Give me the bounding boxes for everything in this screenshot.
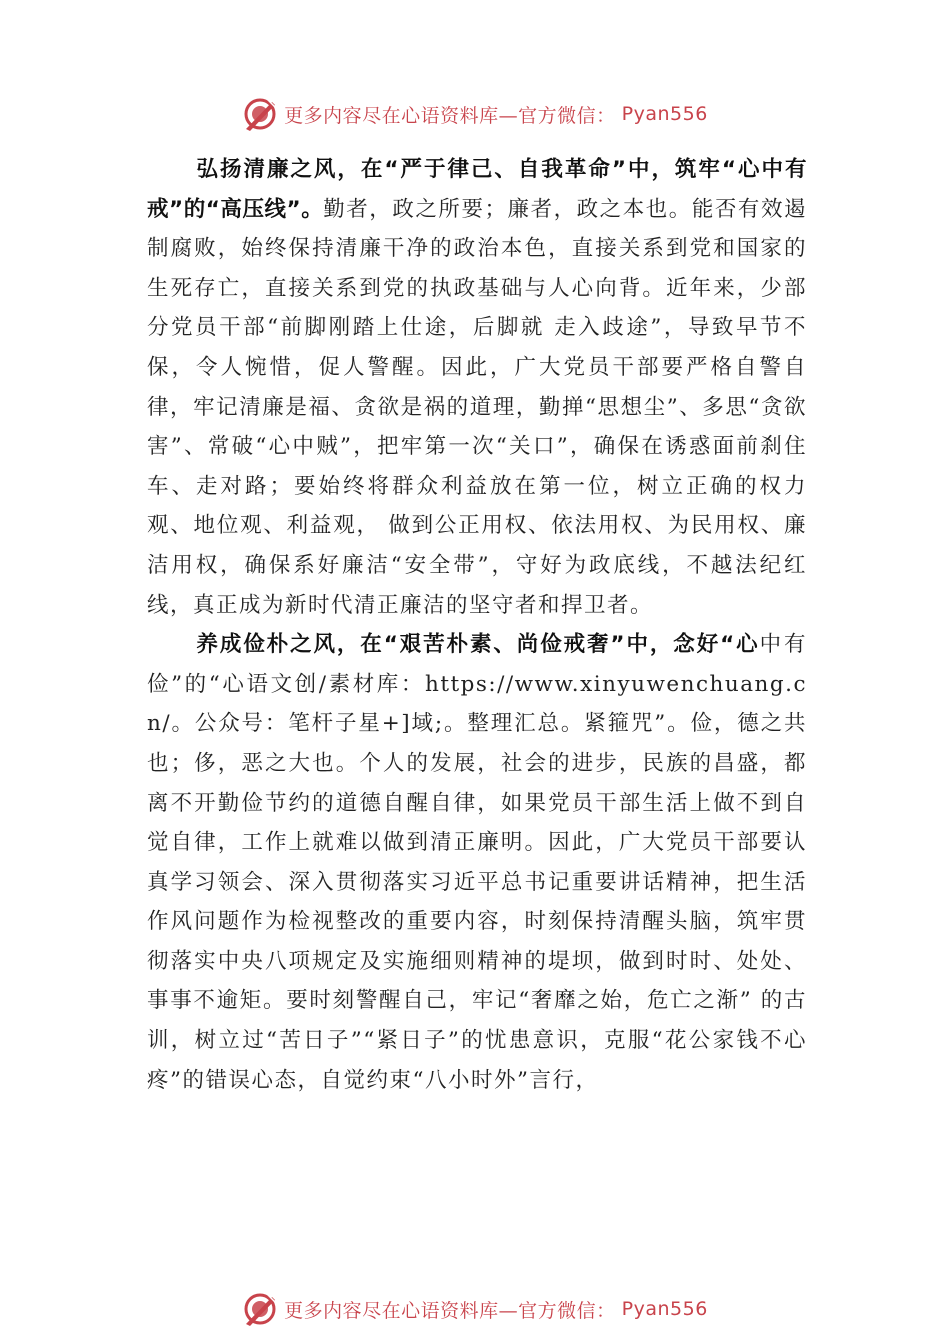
header-banner-inner xyxy=(242,96,708,132)
paragraph-body: 中有俭”的“心语文创/素材库：https://www.xinyuwenchuang.cn/。公众号：笔杆子星+]域;。整理汇总。紧箍咒”。俭，德之共也；侈，恶之大也。个人的发展，社会的进步，民族的昌盛，都离不开勤俭节约的道德自醒自律，如果党员干部生活上做不到自觉自律，工作上就难以做到清正廉明。因此，广大党员干部要认真学习领会、深入贯彻落实习近平总书记重要讲话精神，把生活作风问题作为检视整改的重要内容，时刻保持清醒头脑，筑牢贯彻落实中央八项规定及实施细则精神的堤坝，做到时时、处处、事事不逾矩。要时刻警醒自己，牢记“奢靡之始，危亡之渐” 的古训，树立过“苦日子”“紧日子”的忧患意识，克服“花公家钱不心疼”的错误心态，自觉约束“八小时外”言行， xyxy=(147,632,807,1093)
footer-banner-text: 更多内容尽在心语资料库—官方微信： xyxy=(284,1299,616,1322)
paragraph-lead: 养成俭朴之风，在“艰苦朴素、尚俭戒奢”中，念好“心 xyxy=(195,632,760,658)
footer-wechat-id: Pyan556 xyxy=(621,1298,708,1320)
paragraph-integrity xyxy=(147,150,807,625)
header-banner-text: 更多内容尽在心语资料库—官方微信： xyxy=(284,104,616,127)
footer-banner xyxy=(0,1289,950,1329)
header-banner xyxy=(0,94,950,134)
seal-pen-logo-icon xyxy=(242,1291,278,1327)
seal-pen-logo-icon xyxy=(242,96,278,132)
header-wechat-id: Pyan556 xyxy=(621,103,708,125)
document-body xyxy=(147,150,807,1100)
paragraph-lead: 弘扬清廉之风，在“严于律己、自我革命”中，筑牢“心中有戒”的“高压线”。 xyxy=(147,157,807,222)
footer-banner-inner xyxy=(242,1291,708,1327)
paragraph-body: 勤者，政之所要；廉者，政之本也。能否有效遏制腐败，始终保持清廉干净的政治本色，直接关系到党和国家的生死存亡，直接关系到党的执政基础与人心向背。近年来，少部分党员干部“前脚刚踏上仕途，后脚就 走入歧途”，导致早节不保，令人惋惜，促人警醒。因此，广大党员干部要严格自警自律，牢记清廉是福、贪欲是祸的道理，勤掸“思想尘”、多思“贪欲害”、常破“心中贼”，把牢第一次“关口”，确保在诱惑面前刹住车、走对路；要始终将群众利益放在第一位，树立正确的权力观、地位观、利益观， 做到公正用权、依法用权、为民用权、廉洁用权，确保系好廉洁“安全带”，守好为政底线，不越法纪红线，真正成为新时代清正廉洁的坚守者和捍卫者。 xyxy=(147,196,807,618)
paragraph-frugality xyxy=(147,625,807,1100)
